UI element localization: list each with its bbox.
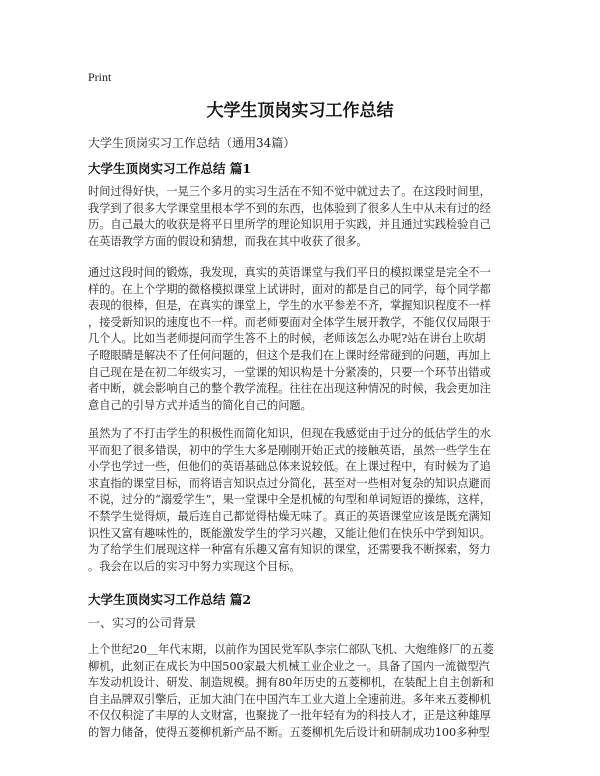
text-line: 子瞪眼睛是解决不了任何问题的，但这个是我们在上课时经常碰到的问题，再加上: [88, 348, 491, 362]
section-heading-1: 大学生顶岗实习工作总结 篇1: [88, 161, 252, 176]
text-line: ，接受新知识的速度也不一样。而老师要面对全体学生展开教学，不能仅仅局限于: [88, 315, 491, 329]
text-line: 虽然为了不打击学生的积极性而简化知识，但现在我感觉由于过分的低估学生的水: [88, 427, 491, 440]
text-line: 平而犯了很多错误，初中的学生大多是刚刚开始正式的接触英语，虽然一些学生在: [88, 443, 491, 457]
text-line: 在英语教学方面的假设和猜想，而我在其中收获了很多。: [88, 234, 368, 248]
text-line: 表现的很棒，但是，在真实的课堂上，学生的水平参差不齐，掌握知识程度不一样: [88, 299, 491, 313]
section-heading-2: 大学生顶岗实习工作总结 篇2: [88, 592, 252, 607]
paragraph-1-2: [88, 265, 516, 414]
text-line: 者中断，就会影响自己的整个教学流程。往往在出现这种情况的时候，我会更加注: [88, 382, 491, 396]
text-line: 意自己的引导方式并适当的简化自己的问题。: [88, 398, 312, 412]
text-line: 的智力储备，使得五菱柳机新产品不断。五菱柳机先后设计和研制成功100多种型: [88, 725, 490, 739]
text-line: 历。自己最大的收获是将平日里所学的理论知识用于实践，并且通过实践检验自己: [88, 218, 491, 232]
text-line: 自主品牌双引擎后，正加大油门在中国汽车工业大道上全速前进。多年来五菱柳机: [88, 692, 491, 706]
text-line: 。我会在以后的实习中努力实现这个目标。: [88, 559, 301, 573]
page-title: 大学生顶岗实习工作总结: [206, 101, 394, 121]
text-line: 通过这段时间的锻炼，我发现，真实的英语课堂与我们平日的模拟课堂是完全不一: [88, 266, 491, 279]
text-line: 识性又富有趣味性的，既能激发学生的学习兴趣，又能让他们在快乐中学到知识。: [88, 526, 491, 540]
paragraph-1-3: [88, 426, 516, 575]
text-line: 小学也学过一些，但他们的英语基础总体来说较低。在上课过程中，有时候为了追: [88, 460, 491, 474]
text-line: 为了给学生们展现这样一种富有乐趣又富有知识的课堂，还需要我不断探索，努力: [88, 543, 491, 557]
text-line: 自己现在是在初二年级实习，一堂课的知识构是十分紧凑的，只要一个环节出错或: [88, 365, 491, 379]
text-line: 柳机，此刻正在成长为中国500家最大机械工业企业之一。具备了国内一流微型汽: [88, 659, 490, 673]
text-line: 不说，过分的“溺爱学生”，果一堂课中全是机械的句型和单词短语的操练，这样，: [88, 493, 492, 507]
paragraph-1-1: [88, 184, 516, 250]
text-line: 不禁学生觉得烦，最后连自己都觉得枯燥无味了。真正的英语课堂应该是既充满知: [88, 509, 491, 523]
text-line: 上个世纪20＿年代末期，以前作为国民党军队李宗仁部队飞机、大炮维修厂的五菱: [88, 643, 494, 656]
text-line: 求直指的课堂目标，而将语言知识点过分简化，甚至对一些相对复杂的知识点避而: [88, 476, 491, 490]
print-link[interactable]: Print: [88, 70, 112, 84]
text-line: 我学到了很多大学课堂里根本学不到的东西，也体验到了很多人生中从未有过的经: [88, 201, 491, 215]
document-subtitle: 大学生顶岗实习工作总结（通用34篇）: [88, 136, 296, 150]
text-line: 样的。在上个学期的微格模拟课堂上试讲时，面对的都是自己的同学，每个同学都: [88, 282, 491, 296]
text-line: 不仅仅积淀了丰厚的人文财富，也聚拢了一批年轻有为的科技人才，正是这种雄厚: [88, 709, 491, 723]
sub-heading: 一、实习的公司背景: [88, 616, 197, 630]
paragraph-2-1: [88, 642, 516, 742]
text-line: 几个人。比如当老师提问而学生答不上的时候，老师该怎么办呢?站在讲台上吹胡: [88, 332, 486, 346]
text-line: 时间过得好快，一晃三个多月的实习生活在不知不觉中就过去了。在这段时间里，: [88, 185, 491, 198]
text-line: 车发动机设计、研发、制造规模。拥有80年历史的五菱柳机，在装配上自主创新和: [88, 676, 494, 690]
